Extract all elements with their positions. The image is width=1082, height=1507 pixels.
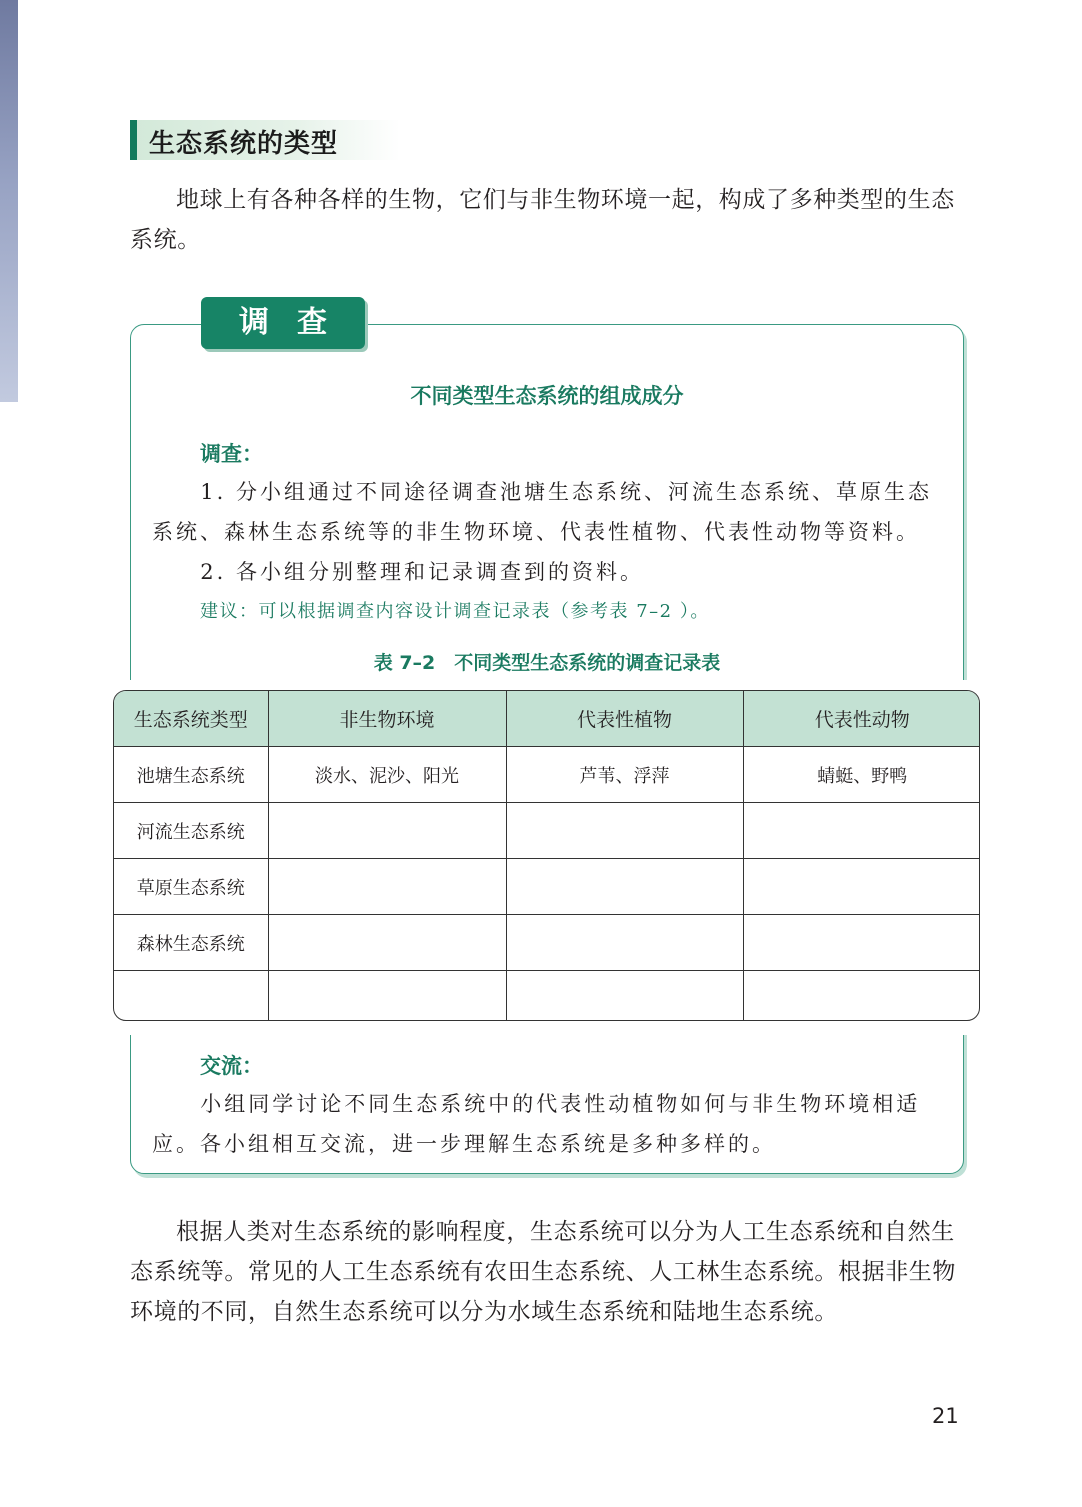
table-cell [743,803,980,859]
survey-step-1: 1. 分小组通过不同途径调查池塘生态系统、河流生态系统、草原生态系统、森林生态系统等的非生物环境、代表性植物、代表性动物等资料。 [152,480,933,544]
page-edge-strip [0,0,18,402]
section-heading [130,120,400,160]
conclusion-paragraph: 根据人类对生态系统的影响程度，生态系统可以分为人工生态系统和自然生态系统等。常见的人工生态系统有农田生态系统、人工林生态系统。根据非生物环境的不同，自然生态系统可以分为水域生态系统和陆地生态系统。 [130,1219,956,1325]
page-number: 21 [932,1404,959,1428]
table-cell [268,859,506,915]
survey-record-table [113,690,980,1021]
table-cell [506,803,743,859]
table-cell: 草原生态系统 [114,859,268,915]
investigation-tab: 调查 [201,297,365,349]
survey-step-2: 2. 各小组分别整理和记录调查到的资料。 [200,560,645,584]
table-cell [268,915,506,971]
table-cell: 芦苇、浮萍 [506,747,743,803]
table-cell [743,971,980,1022]
table-cell [268,803,506,859]
table-cell [506,915,743,971]
table-row [114,971,980,1022]
table-cell [743,859,980,915]
table-cell: 河流生态系统 [114,803,268,859]
table-cell: 淡水、泥沙、阳光 [268,747,506,803]
intro-paragraph: 地球上有各种各样的生物，它们与非生物环境一起，构成了多种类型的生态系统。 [130,187,955,253]
table-cell [743,915,980,971]
exchange-label: 交流： [200,1054,263,1078]
table-cell [506,971,743,1022]
table-cell: 池塘生态系统 [114,747,268,803]
table-caption: 表 7–2 不同类型生态系统的调查记录表 [373,652,721,674]
table-cell [114,971,268,1022]
table-header-cell: 代表性动物 [743,691,980,747]
survey-label: 调查： [200,442,263,466]
table-cell: 蜻蜓、野鸭 [743,747,980,803]
table-header-cell: 非生物环境 [268,691,506,747]
table-header-cell: 代表性植物 [506,691,743,747]
table-row [114,747,980,803]
table-row [114,915,980,971]
table-row [114,859,980,915]
table-row [114,803,980,859]
investigation-title: 不同类型生态系统的组成成分 [410,384,684,408]
table-cell [268,971,506,1022]
table-cell: 森林生态系统 [114,915,268,971]
exchange-text: 小组同学讨论不同生态系统中的代表性动植物如何与非生物环境相适应。各小组相互交流，进一步理解生态系统是多种多样的。 [152,1092,921,1156]
table-header-cell: 生态系统类型 [114,691,268,747]
table-cell [506,859,743,915]
suggestion-text: 建议：可以根据调查内容设计调查记录表（参考表 7–2 ）。 [200,601,710,622]
section-heading-text: 生态系统的类型 [149,129,339,159]
table-header-row [114,691,980,747]
